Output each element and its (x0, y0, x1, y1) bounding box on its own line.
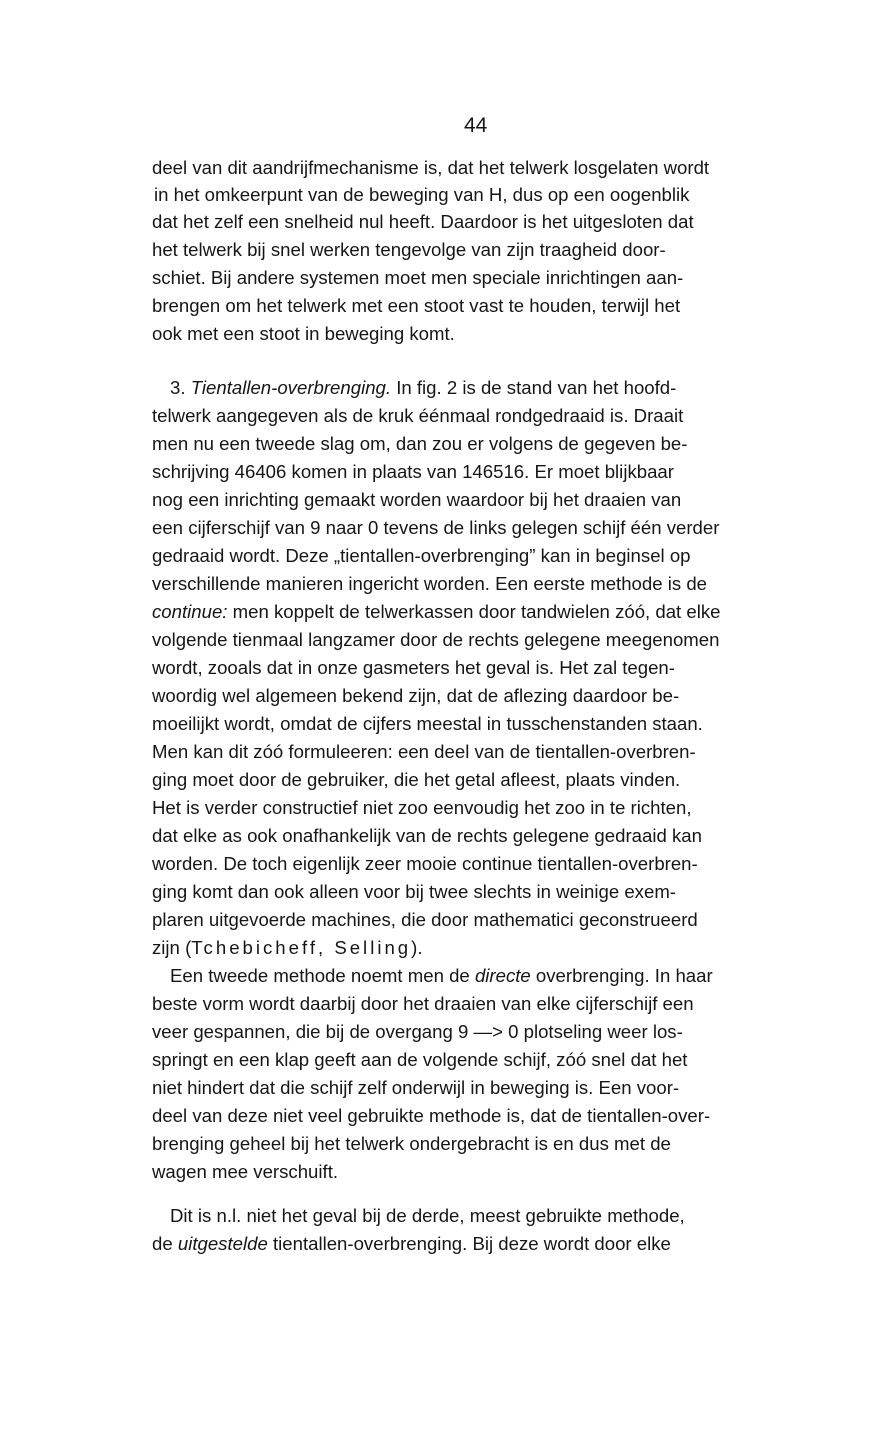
text-line: deel van dit aandrijfmechanisme is, dat het telwerk losgelaten wordt (152, 157, 710, 178)
text-line: telwerk aangegeven als de kruk éénmaal rondgedraaid is. Draait (152, 405, 684, 426)
text-line: worden. De toch eigenlijk zeer mooie continue tientallen-overbren- (152, 853, 698, 874)
text-line: brenging geheel bij het telwerk ondergebracht is en dus met de (152, 1133, 671, 1154)
text-line: volgende tienmaal langzamer door de rechts gelegene meegenomen (152, 629, 720, 650)
text-line: Een tweede methode noemt men de directe overbrenging. In haar (170, 965, 713, 986)
emphasis-term: continue: (152, 601, 228, 622)
text-line: ging moet door de gebruiker, die het getal afleest, plaats vinden. (152, 769, 681, 790)
text-line: continue: men koppelt de telwerkassen door tandwielen zóó, dat elke (152, 601, 721, 622)
text-line: Dit is n.l. niet het geval bij de derde, meest gebruikte methode, (170, 1205, 685, 1226)
text-line: springt en een klap geeft aan de volgende schijf, zóó snel dat het (152, 1049, 688, 1070)
text-line: wordt, zooals dat in onze gasmeters het geval is. Het zal tegen- (152, 657, 675, 678)
text-line: Men kan dit zóó formuleeren: een deel van de tientallen-overbren- (152, 741, 696, 762)
text-line: Het is verder constructief niet zoo eenvoudig het zoo in te richten, (152, 797, 692, 818)
text-line: het telwerk bij snel werken tengevolge van zijn traagheid door- (152, 239, 666, 260)
text-line: ook met een stoot in beweging komt. (152, 323, 455, 344)
text-line: niet hindert dat die schijf zelf onderwijl in beweging is. Een voor- (152, 1077, 680, 1098)
text-line: moeilijkt wordt, omdat de cijfers meestal in tusschenstanden staan. (152, 713, 703, 734)
text-line: veer gespannen, die bij de overgang 9 —> 0 plotseling weer los- (152, 1021, 683, 1042)
text-line: ging komt dan ook alleen voor bij twee slechts in weinige exem- (152, 881, 677, 902)
text-line: brengen om het telwerk met een stoot vast te houden, terwijl het (152, 295, 681, 316)
emphasis-term: uitgestelde (177, 1233, 268, 1254)
text-line: beste vorm wordt daarbij door het draaien van elke cijferschijf een (152, 993, 694, 1014)
text-line: wagen mee verschuift. (152, 1161, 339, 1182)
emphasis-term: directe (474, 965, 531, 986)
text-line: schrijving 46406 komen in plaats van 146516. Er moet blijkbaar (152, 461, 674, 482)
text-line: de uitgestelde tientallen-overbrenging. Bij deze wordt door elke (152, 1233, 671, 1254)
text-line: plaren uitgevoerde machines, die door mathematici geconstrueerd (152, 909, 698, 930)
text-line: schiet. Bij andere systemen moet men speciale inrichtingen aan- (152, 267, 684, 288)
text-line: een cijferschijf van 9 naar 0 tevens de links gelegen schijf één verder (152, 517, 720, 538)
page-number: 44 (464, 114, 488, 137)
text-line: dat elke as ook onafhankelijk van de rechts gelegene gedraaid kan (152, 825, 702, 846)
text-line: zijn (Tchebicheff, Selling). (152, 937, 423, 958)
section-heading: Tientallen-overbrenging. (190, 377, 392, 398)
text-line: dat het zelf een snelheid nul heeft. Daardoor is het uitgesloten dat (152, 211, 694, 232)
text-line: 3. Tientallen-overbrenging. In fig. 2 is de stand van het hoofd- (170, 377, 677, 398)
text-line: deel van deze niet veel gebruikte methode is, dat de tientallen-over- (152, 1105, 711, 1126)
text-line: woordig wel algemeen bekend zijn, dat de aflezing daardoor be- (152, 685, 680, 706)
text-line: gedraaid wordt. Deze „tientallen-overbrenging” kan in beginsel op (152, 545, 691, 566)
text-line: nog een inrichting gemaakt worden waardoor bij het draaien van (152, 489, 682, 510)
text-line: verschillende manieren ingericht worden. Een eerste methode is de (152, 573, 708, 594)
text-line: in het omkeerpunt van de beweging van H, dus op een oogenblik (154, 184, 690, 205)
author-names: Tchebicheff, Selling (191, 937, 412, 958)
text-line: men nu een tweede slag om, dan zou er volgens de gegeven be- (152, 433, 688, 454)
